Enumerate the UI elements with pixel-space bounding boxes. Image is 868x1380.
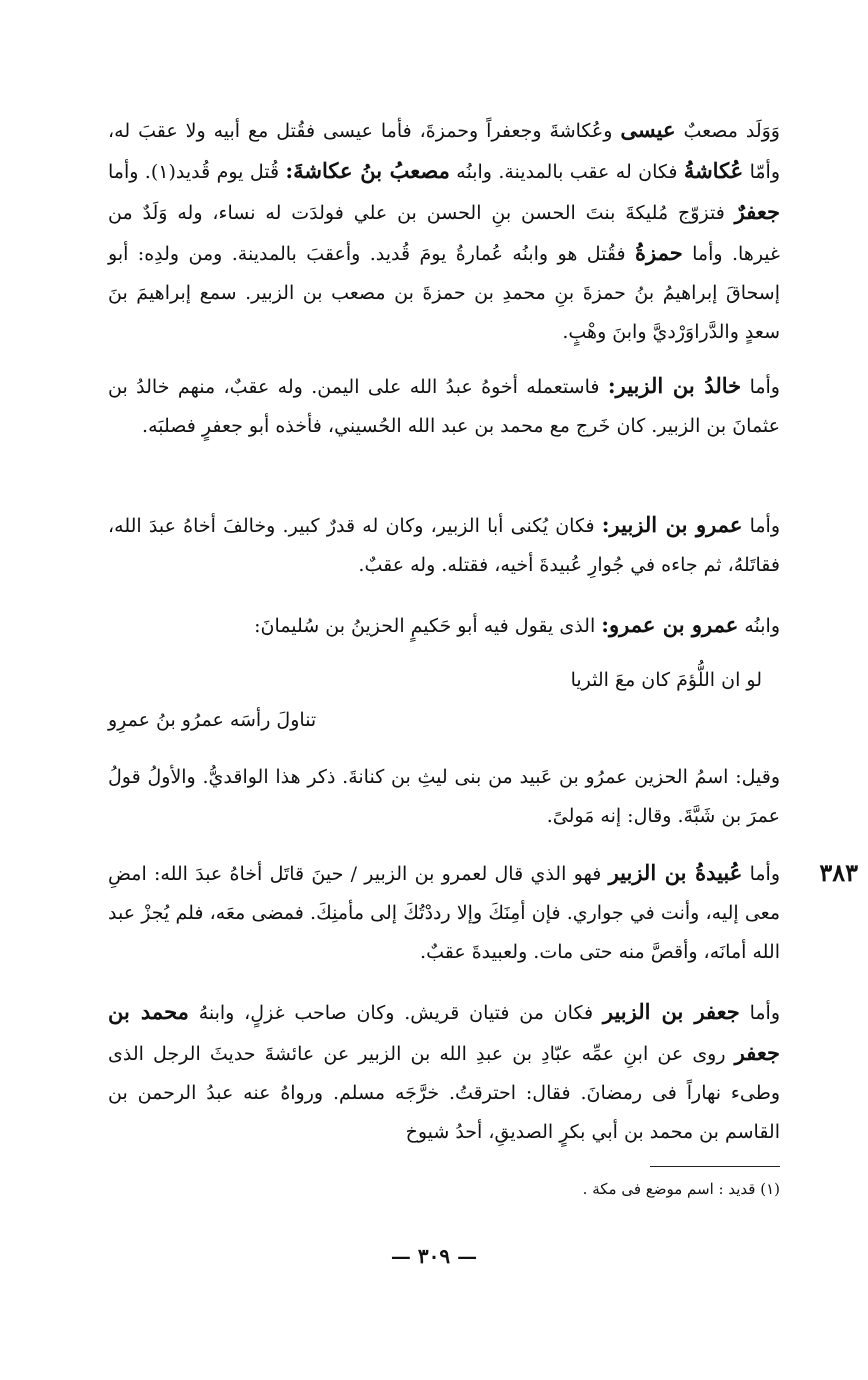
paragraph-musab-children <box>108 110 780 352</box>
paragraph-text: وأما خالدُ بن الزبير: فاستعمله أخوهُ عبدُ الله على اليمن. وله عقبٌ، منهم خالدُ بن عثمانَ بن الزبير. كان خَرج مع محمد بن عبد الله الحُسيني، فأخذه أبو جعفرٍ فصلبَه. <box>108 373 780 437</box>
paragraph-khalid <box>108 366 780 446</box>
paragraph-text: وقيل: اسمُ الحزين عمرُو بن عَبيد من بنى ليثِ بن كنانةَ. ذكر هذا الواقديُّ. والأولُ قولُ عمرَ بن شَبَّةَ. وقال: إنه مَولىً. <box>108 766 780 827</box>
bold-name: عمرو بن الزبير: <box>601 512 743 537</box>
page-number: — ٣٠٩ — <box>390 1244 478 1268</box>
paragraph-ubayda <box>108 853 780 972</box>
paragraph-text: وابنُه عمرو بن عمرو: الذى يقول فيه أبو حَكيمٍ الحزينُ بن سُليمانَ: <box>254 612 780 637</box>
footnote-divider <box>650 1166 780 1167</box>
paragraph-text: وأما عُبيدةُ بن الزبير فهو الذي قال لعمرو بن الزبير / حينَ قاتَل أخاهُ عبدَ الله: امضِ معى إليه، وأنت في جواري. فإن أمِنَكَ وإلا رددْتُكَ إلى مأمنِكَ. فمضى معَه، فلم يُجزْ عبد الله أمانَه، وأقصَّ منه حتى مات. ولعبيدةَ عقبٌ. <box>108 860 780 963</box>
paragraph-jafar <box>108 992 780 1152</box>
verse-line-1: لو ان اللُّؤمَ كان معَ الثريا <box>570 669 762 691</box>
paragraph-text: وَوَلَد مصعبٌ عيسى وعُكاشةَ وجعفراً وحمزةَ، فأما عيسى فقُتل مع أبيه ولا عقبَ له، وأمّا عُكاشةُ فكان له عقب بالمدينة. وابنُه مصعبُ بنُ عكاشةَ: قُتل يوم قُديد(١). وأما جعفرٌ فتزوّج مُليكةَ بنتَ الحسن بنِ الحسن بن علي فولدَت له نساء، وله وَلَدٌ من غيرها. وأما حمزةُ فقُتل هو وابنُه عُمارةُ يومَ قُديد. وأعقبَ بالمدينة. ومن ولدِه: أبو إسحاقَ إبراهيمُ بنُ حمزةَ بنِ محمدِ بن حمزةَ بن مصعب بن الزبير. سمع إبراهيمَ بنَ سعدٍ والدَّراوَرْديَّ وابنَ وهْبٍ. <box>108 117 781 343</box>
paragraph-hazin <box>108 758 780 836</box>
bold-name: عيسى <box>620 117 676 142</box>
footnote: (١) قديد : اسم موضع فى مكة . <box>582 1180 780 1198</box>
bold-name: حمزةُ <box>635 240 683 265</box>
verse-line-2: تناولَ رأسَه عمرُو بنُ عمرِو <box>108 709 317 731</box>
bold-name: محمد بن جعفر <box>108 999 780 1065</box>
paragraph-amr <box>108 505 780 585</box>
paragraph-text: وأما جعفر بن الزبير فكان من فتيان قريش. وكان صاحب غزلٍ، وابنهُ محمد بن جعفر روى عن ابنِ عمِّه عبّادِ بن عبدِ الله بن الزبير عن عائشةَ حديثَ الرجل الذى وطىء نهاراً فى رمضانَ. فقال: احترقتُ. خرَّجَه مسلم. ورواهُ عنه عبدُ الرحمن بن القاسم بن محمد بن أبي بكرٍ الصديقِ، أحدُ شيوخ <box>108 999 780 1143</box>
paragraph-amr-son <box>108 605 780 646</box>
margin-page-reference: ٣٨٣ <box>819 858 858 887</box>
bold-name: جعفرٌ <box>734 199 780 224</box>
bold-name: عُكاشةُ <box>683 158 744 183</box>
bold-name: جعفر بن الزبير <box>602 999 740 1024</box>
bold-name: عمرو بن عمرو: <box>601 612 739 637</box>
paragraph-text: وأما عمرو بن الزبير: فكان يُكنى أبا الزبير، وكان له قدرٌ كبير. وخالفَ أخاهُ عبدَ الله، فقاتَلهُ، ثم جاءه في جُوارِ عُبيدةَ أخيه، فقتله. وله عقبٌ. <box>108 512 781 576</box>
bold-name: مصعبُ بنُ عكاشةَ: <box>285 158 450 183</box>
bold-name: عُبيدةُ بن الزبير <box>608 860 743 885</box>
bold-name: خالدُ بن الزبير: <box>607 373 742 398</box>
